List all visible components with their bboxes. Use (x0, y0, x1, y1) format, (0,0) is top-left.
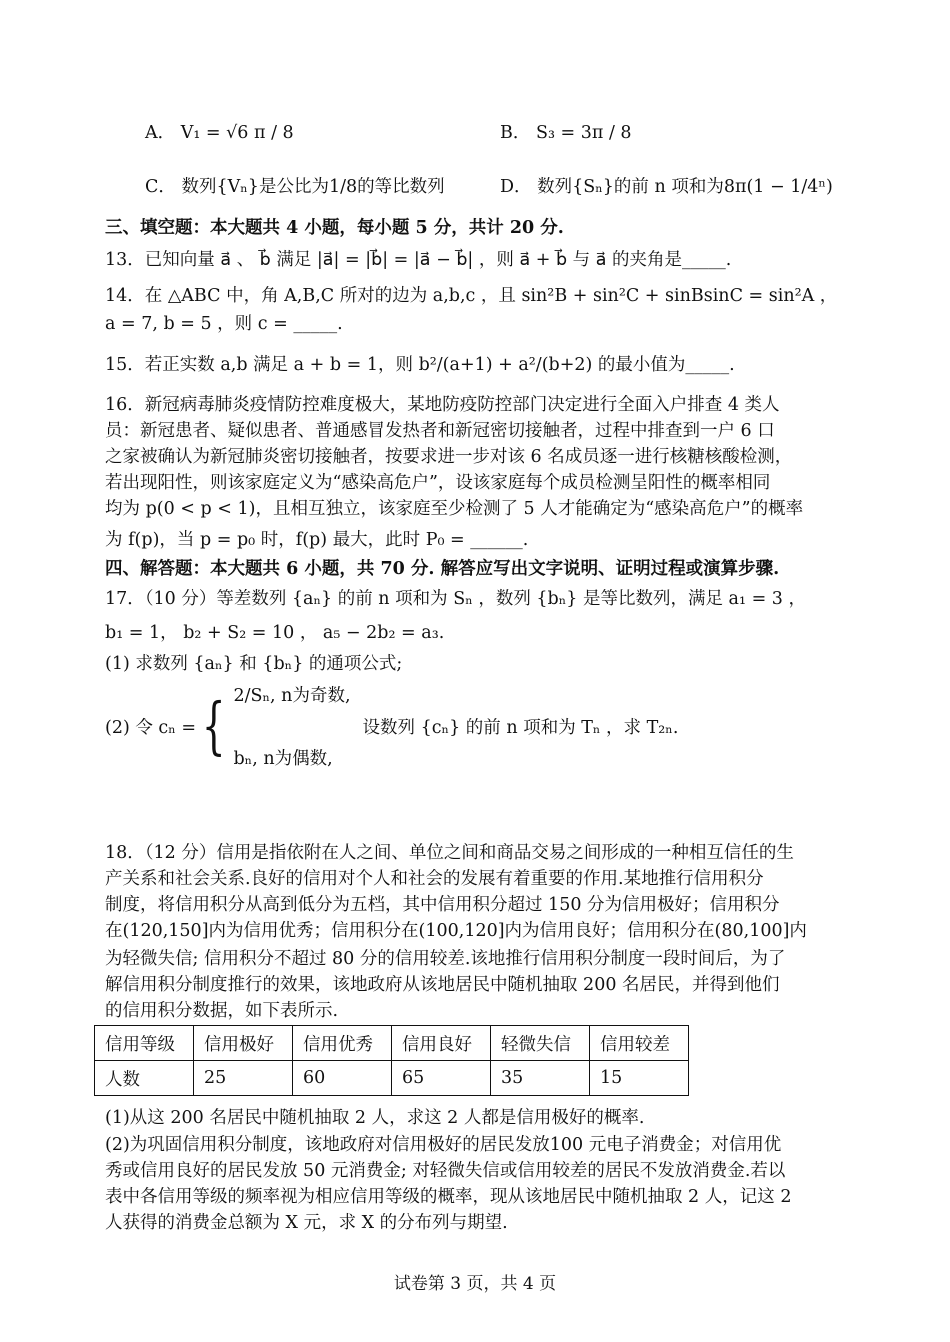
question-17-part2-suffix: 设数列 {cₙ} 的前 n 项和为 Tₙ ，求 T₂ₙ. (362, 717, 679, 738)
question-18-line: 产关系和社会关系.良好的信用对个人和社会的发展有着重要的作用.某地推行信用积分 (105, 869, 764, 889)
question-16-line: 若出现阳性，则该家庭定义为“感染高危户”，设该家庭每个成员检测呈阳性的概率相同 (105, 473, 771, 493)
table-cell: 15 (590, 1061, 689, 1096)
question-18-line: 为轻微失信; 信用积分不超过 80 分的信用较差.该地推行信用积分制度一段时间后，为了 (105, 949, 786, 969)
option-c-text: 数列{Vₙ}是公比为1/8的等比数列 (181, 177, 445, 197)
section4-title: 四、解答题：本大题共 6 小题，共 70 分. 解答应写出文字说明、证明过程或演算步骤. (105, 559, 780, 579)
question-18-line: 在(120,150]内为信用优秀；信用积分在(100,120]内为信用良好；信用积分在(80,100]内 (105, 921, 807, 941)
question-13: 13．已知向量 a⃗ 、 b⃗ 满足 |a⃗| = |b⃗| = |a⃗ − b⃗| ，则 a⃗ + b⃗ 与 a⃗ 的夹角是_____. (105, 250, 732, 270)
page-footer: 试卷第 3 页，共 4 页 (393, 1274, 557, 1294)
case-odd: 2/Sₙ, n为奇数, (233, 686, 351, 706)
option-b-label: B． (500, 123, 531, 143)
table-cell: 60 (293, 1061, 392, 1096)
question-14-line1: 14．在 △ABC 中，角 A,B,C 所对的边为 a,b,c ，且 sin²B + sin²C + sinBsinC = sin²A ， (105, 286, 838, 306)
piecewise-cases (233, 682, 350, 770)
table-header-cell: 信用等级 (95, 1026, 194, 1061)
question-18-line: 制度，将信用积分从高到低分为五档，其中信用积分超过 150 分为信用极好；信用积分 (105, 895, 780, 915)
question-16-line: 均为 p(0 < p < 1)，且相互独立，该家庭至少检测了 5 人才能确定为“感染高危户”的概率 (105, 499, 804, 519)
table-header-cell: 轻微失信 (491, 1026, 590, 1061)
question-17-part2-prefix: (2) 令 cₙ = (105, 717, 197, 738)
option-c-label: C． (145, 177, 176, 197)
case-even: bₙ, n为偶数, (233, 749, 333, 769)
question-16-line: 之家被确认为新冠肺炎密切接触者，按要求进一步对该 6 名成员逐一进行核糖核酸检测， (105, 447, 793, 467)
table-cell: 25 (194, 1061, 293, 1096)
option-a-label: A． (145, 123, 176, 143)
question-14-line2: a = 7, b = 5 ，则 c = _____. (105, 314, 343, 334)
section3-title: 三、填空题：本大题共 4 小题，每小题 5 分，共计 20 分. (105, 218, 564, 238)
table-cell: 35 (491, 1061, 590, 1096)
option-a (145, 118, 294, 148)
table-header-cell: 信用良好 (392, 1026, 491, 1061)
left-brace-icon: { (201, 689, 226, 762)
question-18-line: 18．（12 分）信用是指依附在人之间、单位之间和商品交易之间形成的一种相互信任的生 (105, 843, 794, 863)
option-c (145, 174, 445, 200)
question-18-line: 解信用积分制度推行的效果，该地政府从该地居民中随机抽取 200 名居民，并得到他们 (105, 975, 780, 995)
question-17-line1: 17．（10 分）等差数列 {aₙ} 的前 n 项和为 Sₙ ，数列 {bₙ} 是等比数列，满足 a₁ = 3 ， (105, 589, 806, 609)
option-d-text: 数列{Sₙ}的前 n 项和为8π(1 − 1/4ⁿ) (537, 177, 833, 197)
table-header-cell: 信用较差 (590, 1026, 689, 1061)
option-b-formula: S₃ = 3π / 8 (535, 123, 632, 143)
question-16-line: 为 f(p)，当 p = p₀ 时，f(p) 最大，此时 P₀ = ______. (105, 530, 529, 550)
credit-table (94, 1025, 689, 1096)
question-15: 15．若正实数 a,b 满足 a + b = 1，则 b²/(a+1) + a²/(b+2) 的最小值为_____. (105, 355, 735, 375)
table-cell: 人数 (95, 1061, 194, 1096)
table-row (95, 1061, 689, 1096)
question-17-part2 (105, 682, 678, 770)
question-17-part1: (1) 求数列 {aₙ} 和 {bₙ} 的通项公式; (105, 654, 403, 674)
table-header-cell: 信用优秀 (293, 1026, 392, 1061)
option-b (500, 118, 632, 148)
question-17-line2: b₁ = 1， b₂ + S₂ = 10 ， a₅ − 2b₂ = a₃. (105, 623, 445, 643)
option-d-label: D． (500, 177, 532, 197)
question-18-sub-line: 秀或信用良好的居民发放 50 元消费金; 对轻微失信或信用较差的居民不发放消费金.若以 (105, 1161, 786, 1181)
table-header-cell: 信用极好 (194, 1026, 293, 1061)
question-18-sub-line: 人获得的消费金总额为 X 元，求 X 的分布列与期望. (105, 1213, 508, 1233)
question-16-line: 16．新冠病毒肺炎疫情防控难度极大，某地防疫防控部门决定进行全面入户排查 4 类人 (105, 395, 780, 415)
question-18-sub-line: (2)为巩固信用积分制度，该地政府对信用极好的居民发放100 元电子消费金；对信用优 (105, 1135, 782, 1155)
question-18-sub-line: (1)从这 200 名居民中随机抽取 2 人，求这 2 人都是信用极好的概率. (105, 1108, 645, 1128)
option-a-formula: V₁ = √6 π / 8 (180, 123, 294, 143)
question-18-sub-line: 表中各信用等级的频率视为相应信用等级的概率，现从该地居民中随机抽取 2 人，记这 2 (105, 1187, 792, 1207)
table-header-row (95, 1026, 689, 1061)
question-16-line: 员：新冠患者、疑似患者、普通感冒发热者和新冠密切接触者，过程中排查到一户 6 口 (105, 421, 775, 441)
question-18-line: 的信用积分数据，如下表所示. (105, 1001, 339, 1021)
table-cell: 65 (392, 1061, 491, 1096)
option-d (500, 174, 833, 200)
